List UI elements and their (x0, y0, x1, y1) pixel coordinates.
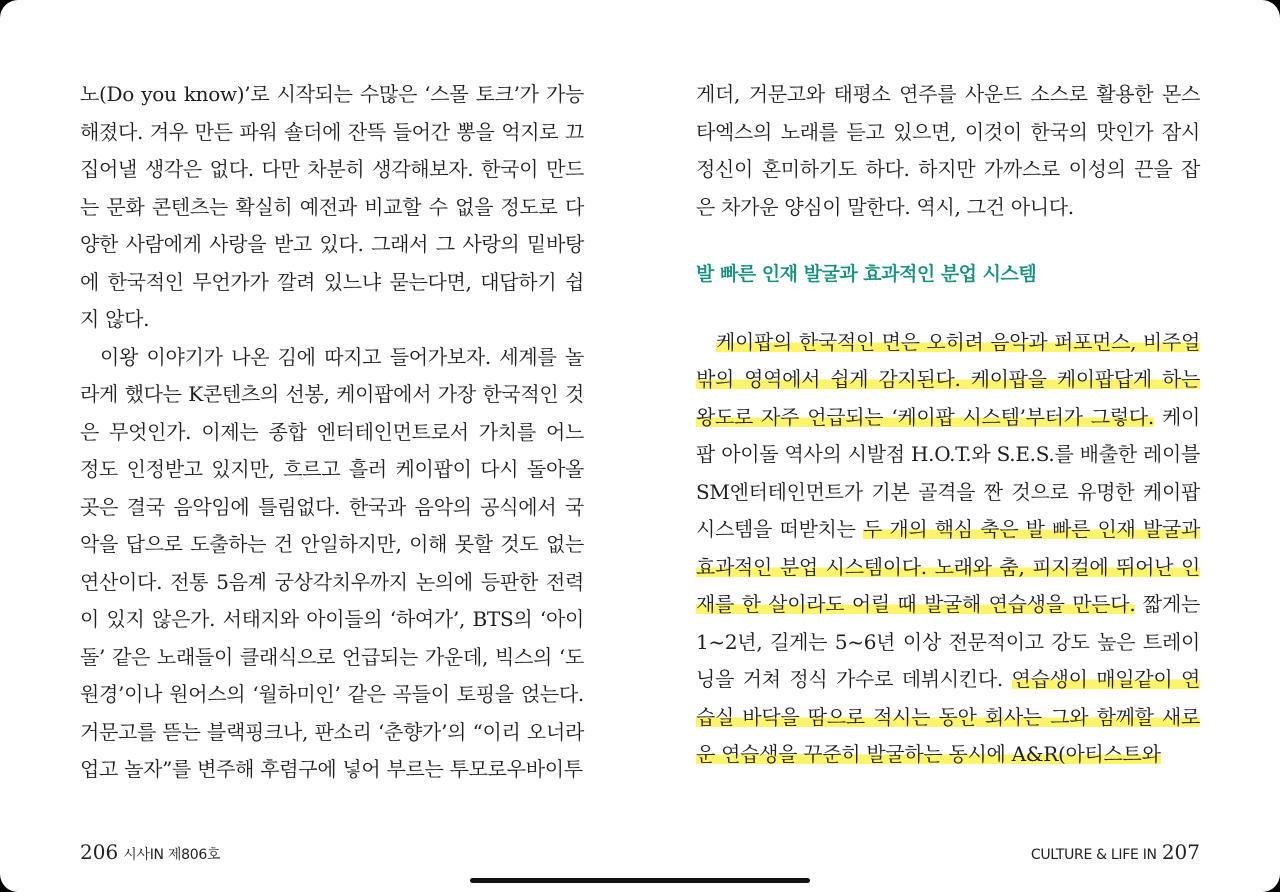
left-page[interactable] (80, 76, 584, 789)
body-text: 짧게는 1~2년, 길게는 5~6년 이상 전문적이고 강도 높은 트레이닝을 거쳐 정식 가수로 데뷔시킨다. (696, 592, 1200, 691)
page-number: 206 (80, 840, 119, 864)
body-paragraph (696, 324, 1200, 774)
left-footer (80, 840, 220, 864)
right-page[interactable] (696, 76, 1200, 774)
highlighted-text[interactable]: 케이팝의 한국적인 면은 오히려 음악과 퍼포먼스, 비주얼 밖의 영역에서 쉽게 감지된다. 케이팝을 케이팝답게 하는 왕도로 자주 언급되는 ‘케이팝 시스템’부터가 그렇다. (696, 329, 1200, 429)
section-label: CULTURE & LIFE IN (1030, 847, 1157, 863)
body-text: 케이팝 아이돌 역사의 시발점 H.O.T.와 S.E.S.를 배출한 레이블 SM엔터테인먼트가 기본 골격을 짠 것으로 유명한 케이팝 시스템을 떠받치는 (696, 404, 1200, 541)
home-indicator-bar[interactable] (470, 878, 810, 883)
page-number: 207 (1161, 840, 1200, 864)
highlighted-text[interactable]: 연습생이 매일같이 연습실 바닥을 땀으로 적시는 동안 회사는 그와 함께할 새로운 연습생을 꾸준히 발굴하는 동시에 A&R(아티스트와 (696, 667, 1201, 766)
section-heading: 발 빠른 인재 발굴과 효과적인 분업 시스템 (696, 263, 1037, 285)
body-paragraph: 노(Do you know)’로 시작되는 수많은 ‘스몰 토크’가 가능해졌다. 겨우 만든 파워 숄더에 잔뜩 들어간 뽕을 억지로 끄집어낼 생각은 없다. 다만 차분히 생각해보자. 한국이 만드는 문화 콘텐츠는 확실히 예전과 비교할 수 없을 정도로 다양한 사람에게 사랑을 받고 있다. 그래서 그 사랑의 밑바탕에 한국적인 무언가가 깔려 있느냐 묻는다면, 대답하기 쉽지 않다. (80, 82, 584, 331)
publication-label: 시사IN 제806호 (123, 847, 221, 863)
body-paragraph: 이왕 이야기가 나온 김에 따지고 들어가보자. 세계를 놀라게 했다는 K콘텐츠의 선봉, 케이팝에서 가장 한국적인 것은 무엇인가. 이제는 종합 엔터테인먼트로서 가치를 어느 정도 인정받고 있지만, 흐르고 흘러 케이팝이 다시 돌아올 곳은 결국 음악임에 틀림없다. 한국과 음악의 공식에서 국악을 답으로 도출하는 건 안일하지만, 이해 못할 것도 없는 연산이다. 전통 5음계 궁상각치우까지 논의에 등판한 전력이 있지 않은가. 서태지와 아이들의 ‘하여가’, BTS의 ‘아이돌’ 같은 노래들이 클래식으로 언급되는 가운데, 빅스의 ‘도원경’이나 원어스의 ‘월하미인’ 같은 곡들이 토핑을 얹는다. 거문고를 뜯는 블랙핑크나, 판소리 ‘춘향가’의 “이리 오너라 업고 놀자”를 변주해 후렴구에 넣어 부르는 투모로우바이투 (80, 344, 584, 781)
right-footer (1031, 840, 1200, 864)
highlighted-text[interactable]: 두 개의 핵심 축은 발 빠른 인재 발굴과 효과적인 분업 시스템이다. 노래와 춤, 피지컬에 뛰어난 인재를 한 살이라도 어릴 때 발굴해 연습생을 만든다. (696, 517, 1201, 616)
body-paragraph: 게더, 거문고와 태평소 연주를 사운드 소스로 활용한 몬스타엑스의 노래를 듣고 있으면, 이것이 한국의 맛인가 잠시 정신이 혼미하기도 하다. 하지만 가까스로 이성의 끈을 잡은 차가운 양심이 말한다. 역시, 그건 아니다. (696, 82, 1200, 219)
